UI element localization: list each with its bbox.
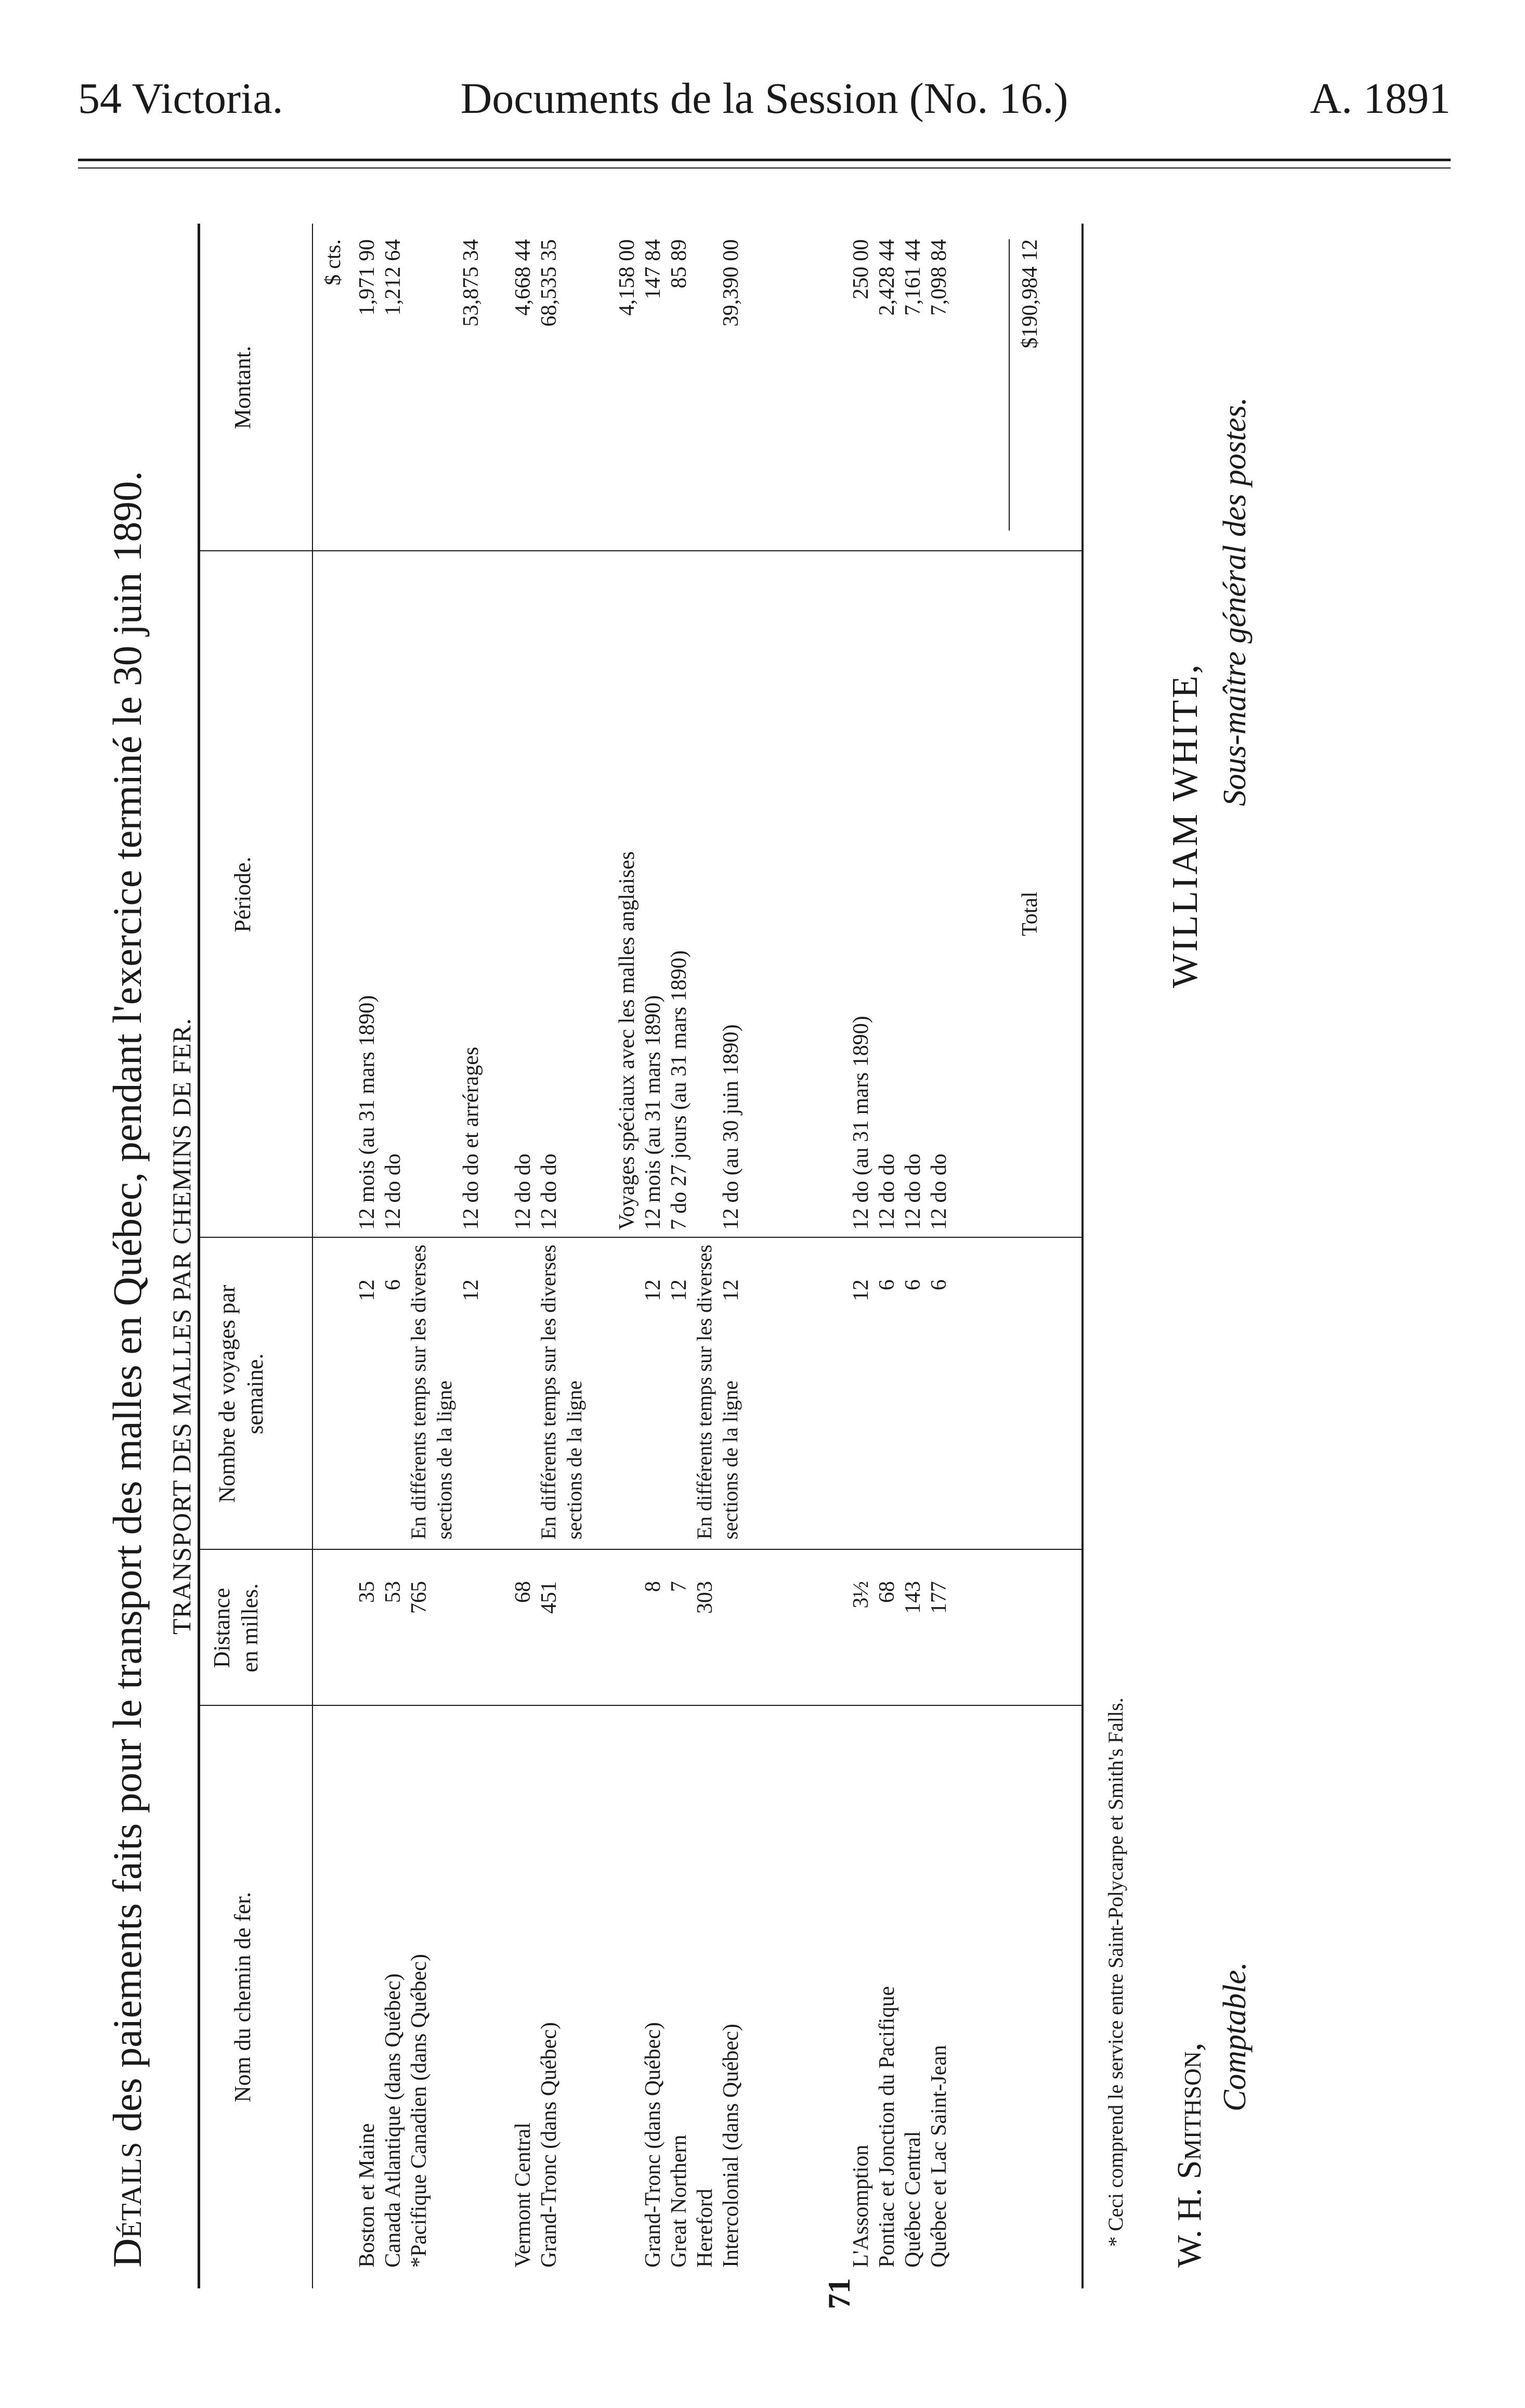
row-voyages: 12 xyxy=(667,1279,691,1301)
col-header-montant: Montant. xyxy=(230,345,255,430)
row-distance: 3½ xyxy=(849,1581,873,1609)
signature-right-role: Sous-maître général des postes. xyxy=(1217,397,1253,806)
row-name: Pontiac et Jonction du Pacifique xyxy=(875,1986,899,2268)
row-voyages: En différents temps sur les diverses sections de la ligne xyxy=(407,1245,456,1539)
header-center: Documents de la Session (No. 16.) xyxy=(460,74,1068,123)
row-montant: 147 84 xyxy=(641,239,665,300)
row-name: Great Northern xyxy=(667,2134,691,2268)
row-periode: 12 do do xyxy=(901,1154,925,1230)
document-title xyxy=(99,239,156,2268)
row-voyages: 12 xyxy=(459,1279,483,1301)
row-distance: 68 xyxy=(875,1581,899,1603)
section-title: TRANSPORT DES MALLES PAR CHEMINS DE FER. xyxy=(167,1018,196,1635)
header-rule-thin xyxy=(78,167,1451,169)
row-name: Hereford xyxy=(693,2189,717,2268)
page-number: 71 xyxy=(822,2278,856,2309)
row-montant: 85 89 xyxy=(667,239,691,289)
header-left: 54 Victoria. xyxy=(78,74,283,123)
col-divider-2 xyxy=(198,1549,1081,1550)
table-header-divider xyxy=(312,224,313,2288)
row-montant: 7,161 44 xyxy=(901,239,925,316)
row-periode: 7 do 27 jours (au 31 mars 1890) xyxy=(667,950,691,1230)
row-montant: 250 00 xyxy=(849,239,873,300)
row-voyages: 6 xyxy=(901,1279,925,1290)
row-voyages: 12 xyxy=(849,1279,873,1301)
row-montant: 1,212 64 xyxy=(381,239,405,316)
col-header-distance: Distance en milles. xyxy=(209,1583,263,1673)
row-voyages: 6 xyxy=(927,1279,951,1290)
title-prefix: Détails xyxy=(105,2142,150,2268)
title-rest: des paiements faits pour le transport des malles en Québec, pendant l'exercice terminé le 30 juin 1890. xyxy=(105,471,150,2142)
row-distance: 7 xyxy=(667,1581,691,1592)
signature-left-name: W. H. Smithson, xyxy=(1170,2042,1208,2268)
row-periode: 12 mois (au 31 mars 1890) xyxy=(355,995,379,1230)
row-montant: 53,875 34 xyxy=(459,239,483,327)
col-header-periode: Période. xyxy=(230,857,255,933)
row-name: Intercolonial (dans Québec) xyxy=(719,2024,743,2268)
header-rule-thick xyxy=(78,159,1451,161)
rotated-table-page xyxy=(78,182,1482,2340)
row-voyages: 12 xyxy=(355,1279,379,1301)
row-distance: 53 xyxy=(381,1581,405,1603)
row-distance: 8 xyxy=(641,1581,665,1592)
row-name: Québec Central xyxy=(901,2131,925,2268)
row-periode: 12 do do xyxy=(875,1154,899,1230)
col-divider-3 xyxy=(198,1237,1081,1238)
row-periode: 12 do (au 31 mars 1890) xyxy=(849,1016,873,1230)
row-distance: 451 xyxy=(537,1581,561,1614)
row-periode: 12 do do xyxy=(537,1154,561,1230)
col-divider-4 xyxy=(198,550,1081,551)
row-distance: 35 xyxy=(355,1581,379,1603)
row-voyages: 6 xyxy=(381,1279,405,1290)
row-distance: 68 xyxy=(511,1581,535,1603)
table-bottom-border xyxy=(1081,224,1084,2288)
currency-unit: $ cts. xyxy=(321,239,345,286)
row-periode: 12 do do et arrérages xyxy=(459,1046,483,1230)
total-label: Total xyxy=(1018,891,1042,936)
row-distance: 765 xyxy=(407,1581,431,1614)
footnote: * Ceci comprend le service entre Saint-Polycarpe et Smith's Falls. xyxy=(1104,1698,1127,2247)
row-voyages: En différents temps sur les diverses sections de la ligne xyxy=(693,1245,742,1539)
row-montant: 7,098 84 xyxy=(927,239,951,316)
row-periode: 12 do (au 30 juin 1890) xyxy=(719,1024,743,1230)
row-montant: 39,390 00 xyxy=(719,239,743,327)
row-voyages: 12 xyxy=(641,1279,665,1301)
row-periode: 12 mois (au 31 mars 1890) xyxy=(641,995,665,1230)
row-periode: Voyages spéciaux avec les malles anglaises xyxy=(615,851,639,1230)
row-montant: 2,428 44 xyxy=(875,239,899,316)
signature-left-role: Comptable. xyxy=(1217,1962,1253,2112)
row-periode: 12 do do xyxy=(927,1154,951,1230)
header-right: A. 1891 xyxy=(1310,74,1451,123)
col-divider-1 xyxy=(198,1705,1081,1706)
row-periode: 12 do do xyxy=(381,1154,405,1230)
row-name: Canada Atlantique (dans Québec) xyxy=(381,1973,405,2268)
running-header xyxy=(78,68,1451,130)
row-montant: 1,971 90 xyxy=(355,239,379,316)
row-voyages: En différents temps sur les diverses sections de la ligne xyxy=(537,1245,586,1539)
total-rule xyxy=(1009,239,1010,530)
total-value: $190,984 12 xyxy=(1018,239,1042,348)
signature-right-name: WILLIAM WHITE, xyxy=(1165,662,1205,988)
row-distance: 303 xyxy=(693,1581,717,1614)
row-montant: 4,668 44 xyxy=(511,239,535,316)
row-voyages: 6 xyxy=(875,1279,899,1290)
row-distance: 177 xyxy=(927,1581,951,1614)
row-periode: 12 do do xyxy=(511,1154,535,1230)
table-top-border xyxy=(198,224,200,2288)
payments-table xyxy=(198,224,1081,2288)
row-name: Vermont Central xyxy=(511,2122,535,2268)
row-distance: 143 xyxy=(901,1581,925,1614)
row-montant: 4,158 00 xyxy=(615,239,639,316)
row-name: Grand-Tronc (dans Québec) xyxy=(641,2022,665,2268)
row-name: L'Assomption xyxy=(849,2144,873,2268)
col-header-voyages: Nombre de voyages par semaine. xyxy=(214,1285,268,1503)
col-header-name: Nom du chemin de fer. xyxy=(230,1892,255,2103)
row-name: Québec et Lac Saint-Jean xyxy=(927,2045,951,2268)
row-name: Grand-Tronc (dans Québec) xyxy=(537,2022,561,2268)
row-montant: 68,535 35 xyxy=(537,239,561,327)
row-name: *Pacifique Canadien (dans Québec) xyxy=(407,1954,431,2268)
row-voyages: 12 xyxy=(719,1279,743,1301)
row-name: Boston et Maine xyxy=(355,2123,379,2268)
